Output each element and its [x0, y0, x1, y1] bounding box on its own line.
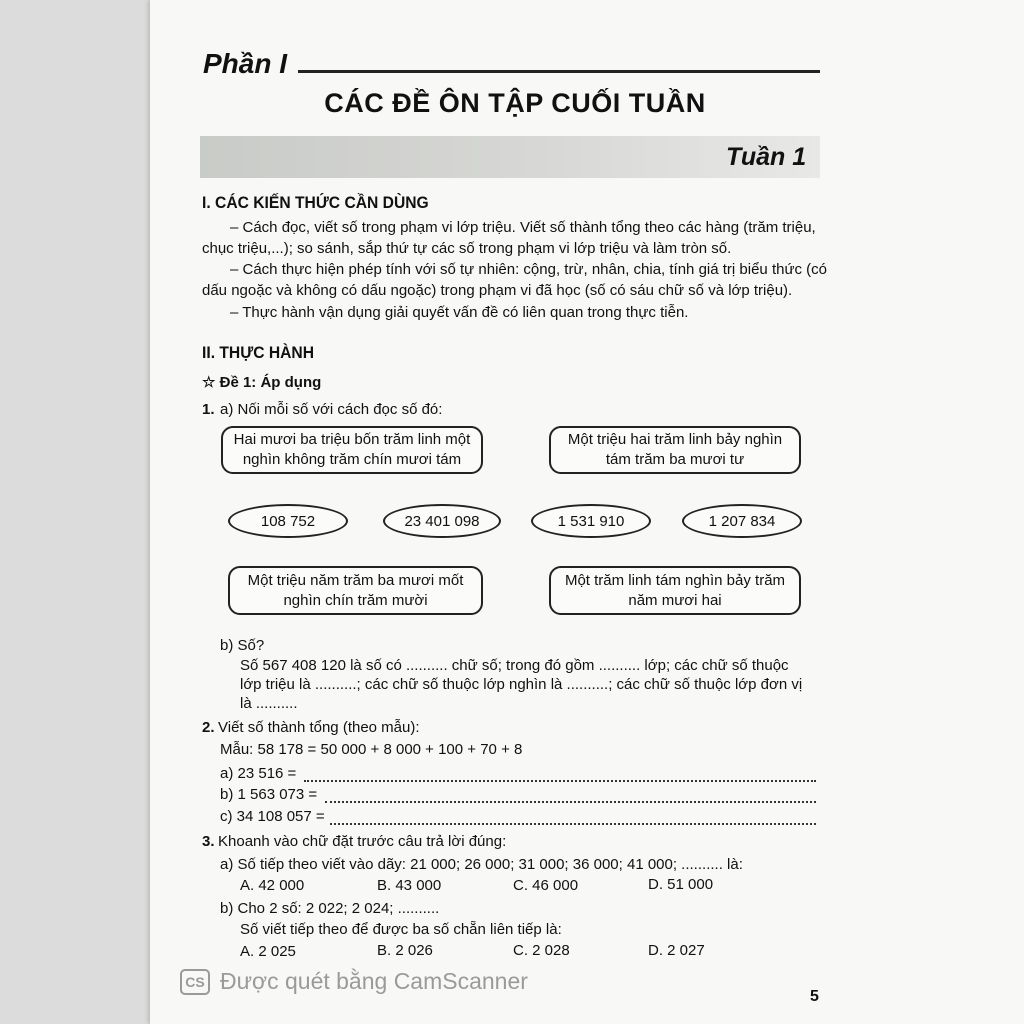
- section1-p1-line2: chục triệu,...); so sánh, sắp thứ tự các số trong phạm vi lớp triệu và làm tròn số.: [202, 240, 732, 257]
- q3-a-question: a) Số tiếp theo viết vào dãy: 21 000; 26 000; 31 000; 36 000; 41 000; .......... là:: [220, 856, 743, 873]
- q2-sample: Mẫu: 58 178 = 50 000 + 8 000 + 100 + 70 + 8: [220, 741, 523, 758]
- q3-prompt: Khoanh vào chữ đặt trước câu trả lời đúng:: [218, 833, 507, 850]
- part-label: Phần I: [203, 48, 288, 79]
- box-text-line: Hai mươi ba triệu bốn trăm linh một: [233, 431, 471, 448]
- q3-b-option-b[interactable]: B. 2 026: [377, 942, 433, 959]
- q1-b-line3: là ..........: [240, 695, 298, 712]
- section2-heading: II. THỰC HÀNH: [202, 343, 315, 362]
- reading-box-top-left[interactable]: [221, 426, 483, 474]
- q2-prompt: Viết số thành tổng (theo mẫu):: [218, 719, 420, 736]
- page-number: 5: [810, 988, 819, 1005]
- q3-b-question: b) Cho 2 số: 2 022; 2 024; ..........: [220, 900, 440, 917]
- q1-number: 1.: [202, 401, 215, 418]
- number-oval-2[interactable]: 23 401 098: [383, 504, 501, 538]
- q3-b-option-c[interactable]: C. 2 028: [513, 942, 570, 959]
- q3-a-option-b[interactable]: B. 43 000: [377, 877, 442, 894]
- q2-c-label: c) 34 108 057 =: [220, 808, 325, 825]
- q2-b-answer-line[interactable]: [325, 801, 816, 803]
- watermark-text: Được quét bằng CamScanner: [220, 968, 528, 994]
- q2-a-label: a) 23 516 =: [220, 765, 297, 782]
- section1-p2-line1: – Cách thực hiện phép tính với số tự nhiên: cộng, trừ, nhân, chia, tính giá trị biểu thức (có: [230, 261, 827, 278]
- exam-title: ☆ Đề 1: Áp dụng: [202, 374, 322, 391]
- q1-b-prompt: b) Số?: [220, 637, 265, 654]
- q2-number: 2.: [202, 719, 215, 736]
- section1-p2-line2: dấu ngoặc và không có dấu ngoặc) trong phạm vi đã học (số có sáu chữ số và lớp triệu).: [202, 282, 793, 299]
- q3-b-option-d[interactable]: D. 2 027: [648, 942, 705, 959]
- q1-b-line2: lớp triệu là ..........; các chữ số thuộc lớp nghìn là ..........; các chữ số thuộc lớp đơn vị: [240, 676, 803, 693]
- q3-b-question-2: Số viết tiếp theo để được ba số chẵn liên tiếp là:: [240, 921, 562, 938]
- box-text-line: Một triệu hai trăm linh bảy nghìn: [567, 431, 783, 448]
- box-text-line: năm mươi hai: [628, 591, 722, 609]
- number-oval-4[interactable]: 1 207 834: [682, 504, 802, 538]
- number-oval-3[interactable]: 1 531 910: [531, 504, 651, 538]
- box-text-line: tám trăm ba mươi tư: [605, 451, 745, 468]
- q3-a-option-a[interactable]: A. 42 000: [240, 877, 305, 894]
- q3-a-option-d[interactable]: D. 51 000: [648, 876, 714, 893]
- reading-box-bottom-right[interactable]: [549, 566, 801, 615]
- box-text-line: nghìn không trăm chín mươi tám: [242, 451, 462, 468]
- q2-c-answer-line[interactable]: [330, 823, 816, 825]
- section1-heading: I. CÁC KIẾN THỨC CẦN DÙNG: [202, 193, 429, 212]
- week-label: Tuần 1: [726, 143, 807, 171]
- camscanner-logo-icon: CS: [180, 969, 210, 995]
- reading-box-bottom-left[interactable]: [228, 566, 483, 615]
- q3-number: 3.: [202, 833, 215, 850]
- page-title: CÁC ĐỀ ÔN TẬP CUỐI TUẦN: [324, 88, 706, 118]
- box-text-line: nghìn chín trăm mười: [283, 591, 428, 609]
- q1-b-line1: Số 567 408 120 là số có .......... chữ số; trong đó gồm .......... lớp; các chữ số thuộc: [240, 657, 789, 674]
- q1-a-prompt: a) Nối mỗi số với cách đọc số đó:: [220, 401, 443, 418]
- box-text-line: Một triệu năm trăm ba mươi mốt: [247, 571, 464, 589]
- q2-a-answer-line[interactable]: [304, 780, 816, 782]
- box-text-line: Một trăm linh tám nghìn bảy trăm: [564, 571, 786, 589]
- q2-b-label: b) 1 563 073 =: [220, 786, 318, 803]
- reading-box-top-right[interactable]: [549, 426, 801, 474]
- q3-a-option-c[interactable]: C. 46 000: [513, 877, 579, 894]
- section1-p3: – Thực hành vận dụng giải quyết vấn đề có liên quan trong thực tiễn.: [230, 304, 689, 321]
- q3-b-option-a[interactable]: A. 2 025: [240, 943, 296, 960]
- camscanner-watermark: [180, 968, 528, 995]
- number-oval-1[interactable]: 108 752: [228, 504, 348, 538]
- section1-p1-line1: – Cách đọc, viết số trong phạm vi lớp triệu. Viết số thành tổng theo các hàng (trăm triệu,: [230, 219, 816, 236]
- part-rule: [298, 70, 820, 73]
